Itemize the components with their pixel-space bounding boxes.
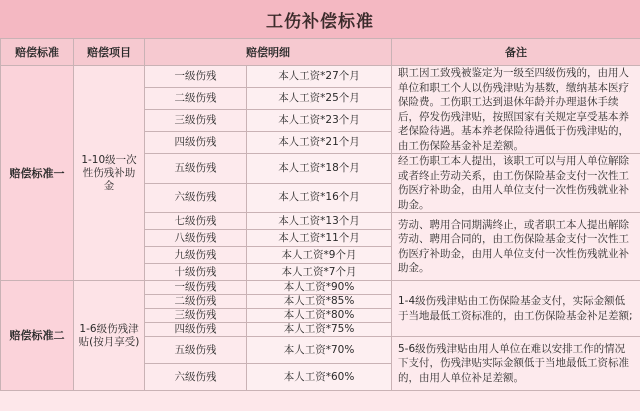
header-standard: 赔偿标准	[1, 39, 74, 66]
level-cell: 二级伤残	[145, 88, 247, 110]
section2-remark-1: 1-4级伤残津贴由工伤保险基金支付，实际金额低于当地最低工资标准的，由工伤保险基金补足差额;	[392, 281, 640, 337]
table-header-row	[1, 39, 640, 66]
compensation-table	[0, 38, 640, 391]
level-cell: 十级伤残	[145, 264, 247, 281]
level-cell: 四级伤残	[145, 323, 247, 337]
table-row	[1, 281, 640, 295]
header-detail: 赔偿明细	[145, 39, 392, 66]
amount-cell: 本人工资*7个月	[247, 264, 392, 281]
level-cell: 三级伤残	[145, 309, 247, 323]
amount-cell: 本人工资*75%	[247, 323, 392, 337]
section1-remark-2: 经工伤职工本人提出，该职工可以与用人单位解除或者终止劳动关系，由工伤保险基金支付一次性工伤医疗补助金，由用人单位支付一次性伤残就业补助金。	[392, 154, 640, 213]
amount-cell: 本人工资*27个月	[247, 66, 392, 88]
amount-cell: 本人工资*25个月	[247, 88, 392, 110]
level-cell: 一级伤残	[145, 281, 247, 295]
section2-remark-2: 5-6级伤残津贴由用人单位在难以安排工作的情况下支付，伤残津贴实际金额低于当地最低工资标准的，由用人单位补足差额。	[392, 337, 640, 391]
level-cell: 七级伤残	[145, 213, 247, 230]
level-cell: 四级伤残	[145, 132, 247, 154]
level-cell: 一级伤残	[145, 66, 247, 88]
level-cell: 八级伤残	[145, 230, 247, 247]
level-cell: 六级伤残	[145, 183, 247, 213]
table-row	[1, 66, 640, 88]
amount-cell: 本人工资*18个月	[247, 154, 392, 184]
amount-cell: 本人工资*90%	[247, 281, 392, 295]
level-cell: 二级伤残	[145, 295, 247, 309]
section1-remark-3: 劳动、聘用合同期满终止，或者职工本人提出解除劳动、聘用合同的，由工伤保险基金支付一次性工伤医疗补助金，由用人单位支付一次性伤残就业补助金。	[392, 213, 640, 281]
amount-cell: 本人工资*85%	[247, 295, 392, 309]
level-cell: 六级伤残	[145, 364, 247, 391]
level-cell: 五级伤残	[145, 154, 247, 184]
level-cell: 三级伤残	[145, 110, 247, 132]
amount-cell: 本人工资*70%	[247, 337, 392, 364]
amount-cell: 本人工资*9个月	[247, 247, 392, 264]
page-title: 工伤补偿标准	[0, 0, 640, 39]
section1-name: 赔偿标准一	[1, 66, 74, 281]
header-remark: 备注	[392, 39, 640, 66]
amount-cell: 本人工资*16个月	[247, 183, 392, 213]
section2-item: 1-6级伤残津贴(按月享受)	[74, 281, 145, 391]
section1-remark-1: 职工因工致残被鉴定为一级至四级伤残的，由用人单位和职工个人以伤残津贴为基数，缴纳基本医疗保险费。工伤职工达到退休年龄并办理退休手续后，停发伤残津贴，按照国家有关规定享受基本养老保险待遇。基本养老保险待遇低于伤残津贴的，由工伤保险基金补足差额。	[392, 66, 640, 154]
header-item: 赔偿项目	[74, 39, 145, 66]
amount-cell: 本人工资*11个月	[247, 230, 392, 247]
amount-cell: 本人工资*21个月	[247, 132, 392, 154]
amount-cell: 本人工资*13个月	[247, 213, 392, 230]
amount-cell: 本人工资*80%	[247, 309, 392, 323]
level-cell: 九级伤残	[145, 247, 247, 264]
section2-name: 赔偿标准二	[1, 281, 74, 391]
level-cell: 五级伤残	[145, 337, 247, 364]
amount-cell: 本人工资*23个月	[247, 110, 392, 132]
amount-cell: 本人工资*60%	[247, 364, 392, 391]
section1-item: 1-10级一次性伤残补助金	[74, 66, 145, 281]
